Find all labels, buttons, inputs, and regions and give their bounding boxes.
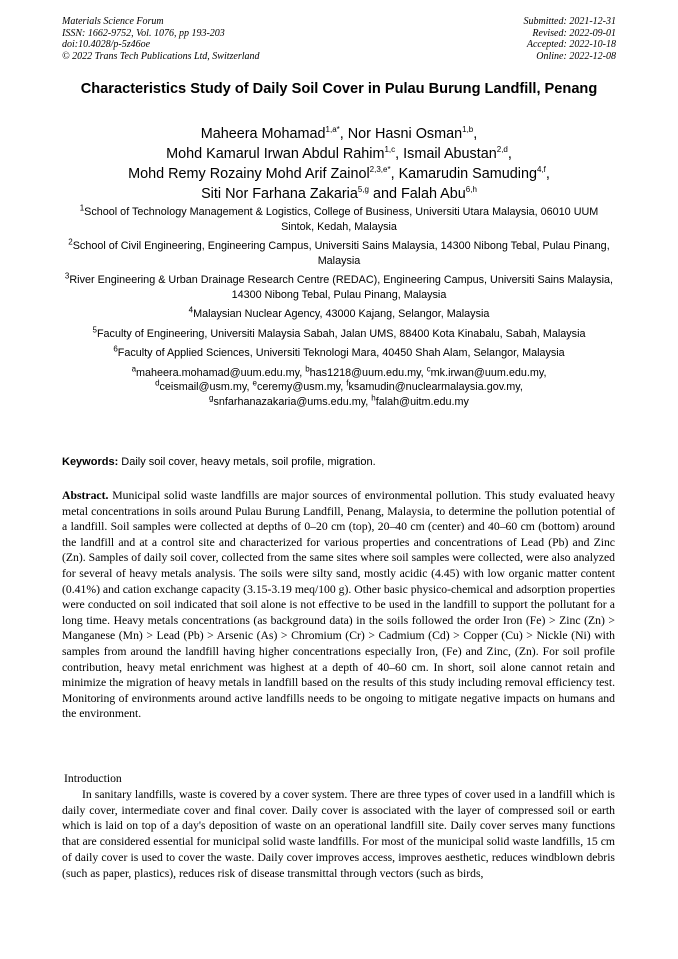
affiliation: $^6$Faculty of Applied Sciences, Universiti Teknologi Mara, 40450 Shah Alam, Selangor, Malaysia xyxy=(113,344,565,359)
email[interactable]: $^f$ksamudin@nuclearmalaysia.gov.my, xyxy=(346,378,523,393)
date-online: Online: 2022-12-08 xyxy=(536,50,616,62)
author: Mohd Kamarul Irwan Abdul Rahim$^{1,c}$, xyxy=(166,145,404,162)
email[interactable]: $^h$falah@uitm.edu.my xyxy=(371,392,469,408)
email[interactable]: $^c$mk.irwan@uum.edu.my, xyxy=(426,363,547,379)
section-heading-introduction: Introduction xyxy=(64,772,122,785)
journal-copyright: © 2022 Trans Tech Publications Ltd, Switzerland xyxy=(62,50,260,62)
paper-title: Characteristics Study of Daily Soil Cover in Pulau Burung Landfill, Penang xyxy=(80,81,598,97)
author: Mohd Remy Rozainy Mohd Arif Zainol$^{2,3,e*}$, xyxy=(128,165,399,182)
journal-doi: doi:10.4028/p-5z46oe xyxy=(62,39,151,50)
email[interactable]: $^g$snfarhanazakaria@ums.edu.my, xyxy=(209,392,372,408)
affiliation: $^4$Malaysian Nuclear Agency, 43000 Kajang, Selangor, Malaysia xyxy=(188,305,490,320)
keywords-text: Daily soil cover, heavy metals, soil profile, migration. xyxy=(118,456,376,468)
affiliation: $^3$River Engineering & Urban Drainage Research Centre (REDAC), Engineering Campus, Universiti Sains Malaysia, 14300 Nibong Tebal, Pulau Pinang, Malaysia xyxy=(64,271,614,301)
submission-dates xyxy=(524,16,617,62)
affiliation-list xyxy=(62,205,616,409)
author: Maheera Mohamad$^{1,a*}$, xyxy=(200,125,348,142)
email[interactable]: $^e$ceremy@usm.my, xyxy=(252,378,347,393)
journal-issn: ISSN: 1662-9752, Vol. 1076, pp 193-203 xyxy=(62,27,225,39)
keywords-label: Keywords: xyxy=(62,456,119,468)
author-list xyxy=(62,124,616,204)
email-list xyxy=(62,363,616,410)
abstract-text: Municipal solid waste landfills are major sources of environmental pollution. This study evaluated heavy metal concentrations in soils around Pulau Burung Landfill, Penang, Malaysia, to determine the pollution potential of a landfill. Soil samples were collected at depths of 0–20 cm (top), 20–40 cm (center) and 40–60 cm (bottom) around the landfill and at a control site and characterized for various properties and concentrations of Lead (Pb) and Zinc (Zn). Samples of daily soil cover, collected from the same sites where soil samples were collected, were also analyzed for several of heavy metals analysis. The soils were silty sand, mostly acidic (4.45) with low organic matter content (0.41%) and cation exchange capacity (3.15-3.19 meq/100 g). Other basic physico-chemical and adsorption properties were conducted on soil indicated that soil alone is not effective to be used in the landfill to support the pollutant for a long time. Heavy metals concentrations (as background data) in the soils followed the order Iron (Fe) > Zinc (Zn) > Manganese (Mn) > Lead (Pb) > Arsenic (As) > Chromium (Cr) > Cadmium (Cd) > Copper (Cu) > Nickle (Ni) with samples from around the landfill having higher concentrations especially Iron, (Fe) and Zinc, (Zn). For soil profile contribution, heavy metal enrichment was highest at a depth of 40–60 cm. In short, soil alone cannot retain and minimize the migration of heavy metals in landfill based on the results of this study including removal efficiency test. Monitoring of environments around active landfills needs to be ongoing to mitigate negative impacts on humans and the environment. xyxy=(62,489,615,721)
abstract xyxy=(62,488,615,722)
email[interactable]: $^d$ceismail@usm.my, xyxy=(155,378,253,393)
author: Ismail Abustan$^{2,d}$, xyxy=(403,145,512,162)
author: Kamarudin Samuding$^{4,f}$, xyxy=(398,165,550,182)
date-submitted: Submitted: 2021-12-31 xyxy=(523,16,616,27)
author: Siti Nor Farhana Zakaria$^{5,g}$ and xyxy=(201,185,401,202)
affiliation: $^2$School of Civil Engineering, Engineering Campus, Universiti Sains Malaysia, 14300 Nibong Tebal, Pulau Pinang, Malaysia xyxy=(68,237,610,267)
keywords xyxy=(62,455,616,469)
author: Nor Hasni Osman$^{1,b}$, xyxy=(347,125,478,142)
date-revised: Revised: 2022-09-01 xyxy=(532,27,616,39)
affiliation: $^1$School of Technology Management & Logistics, College of Business, Universiti Utara Malaysia, 06010 UUM Sintok, Kedah, Malaysia xyxy=(79,203,599,233)
affiliation: $^5$Faculty of Engineering, Universiti Malaysia Sabah, Jalan UMS, 88400 Kota Kinabalu, Sabah, Malaysia xyxy=(92,324,586,340)
author: Falah Abu$^{6,h}$ xyxy=(400,185,477,202)
email[interactable]: $^a$maheera.mohamad@uum.edu.my, xyxy=(131,363,306,379)
abstract-label: Abstract. xyxy=(62,489,109,502)
journal-info xyxy=(62,16,260,62)
introduction-paragraph: In sanitary landfills, waste is covered by a cover system. There are three types of cover used in a landfill which is daily cover, intermediate cover and final cover. Daily cover is associated with the layer of compressed soil or earth which is laid on top of a day's deposition of waste on an operational landfill site. Daily cover serves many functions that are considered essential for municipal solid waste landfills. For most of the municipal solid waste landfills, 15 cm of daily cover is used to cover the waste. Daily cover improves access, improves aesthetic, reduces windblown debris (such as paper, plastics), reduces risk of disease transmittal through vectors (such as birds, xyxy=(62,788,615,880)
journal-name: Materials Science Forum xyxy=(62,16,164,27)
date-accepted: Accepted: 2022-10-18 xyxy=(526,39,616,50)
email[interactable]: $^b$has1218@uum.edu.my, xyxy=(305,363,427,379)
